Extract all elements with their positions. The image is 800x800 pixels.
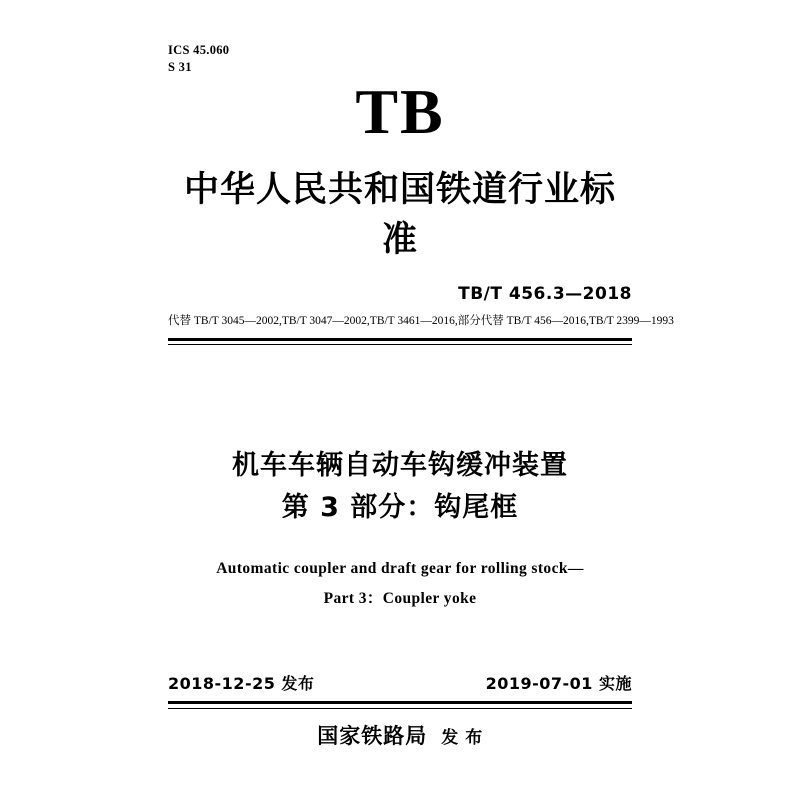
standard-number: TB/T 456.3—2018 bbox=[458, 283, 632, 304]
tb-logo: TB bbox=[355, 75, 445, 147]
document-title-en-line1: Automatic coupler and draft gear for rolling stock— bbox=[216, 560, 584, 578]
issuing-authority bbox=[168, 720, 632, 750]
authority-title: 中华人民共和国铁道行业标准 bbox=[183, 169, 616, 260]
ics-code: ICS 45.060 bbox=[168, 43, 230, 57]
divider-thin-top bbox=[168, 344, 632, 345]
classification-code: S 31 bbox=[168, 59, 192, 74]
divider-thin-bottom bbox=[168, 708, 632, 709]
issuing-authority-name: 国家铁路局 bbox=[317, 724, 428, 748]
document-title-en-line2: Part 3：Coupler yoke bbox=[323, 589, 477, 607]
ics-block bbox=[168, 42, 632, 76]
document-title-cn bbox=[168, 445, 632, 529]
cover-content bbox=[168, 42, 674, 760]
divider-thick-bottom bbox=[168, 701, 632, 704]
divider-thick-top bbox=[168, 338, 632, 341]
implementation-date: 2019-07-01 实施 bbox=[485, 674, 632, 693]
document-title-en bbox=[168, 554, 632, 613]
replaces-note: 代替 TB/T 3045—2002,TB/T 3047—2002,TB/T 3461—2016,部分代替 TB/T 456—2016,TB/T 2399—1993 bbox=[168, 314, 674, 327]
issue-date: 2018-12-25 发布 bbox=[168, 674, 315, 693]
issuing-authority-action: 发 布 bbox=[441, 728, 483, 748]
document-title-cn-line2: 第 3 部分：钩尾框 bbox=[281, 491, 519, 523]
document-title-cn-line1: 机车车辆自动车钩缓冲装置 bbox=[232, 449, 568, 481]
date-row bbox=[168, 671, 632, 694]
